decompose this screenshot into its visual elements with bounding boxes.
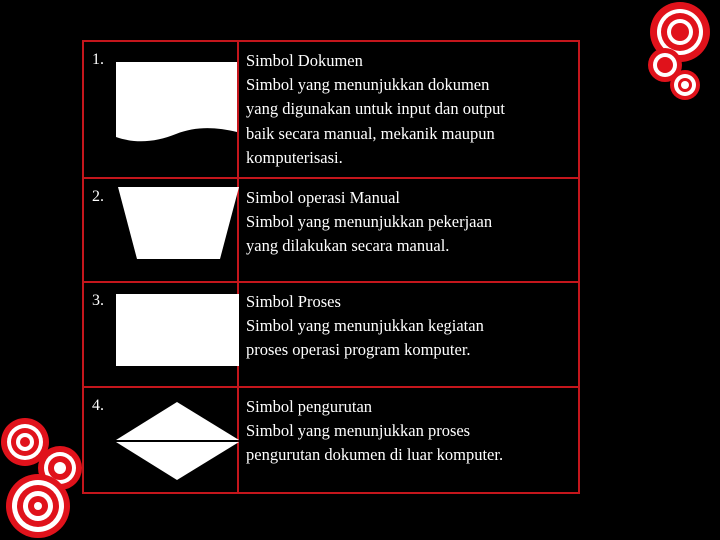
description-line: komputerisasi. (246, 147, 343, 167)
row-number: 1. (92, 51, 104, 68)
table-row (83, 41, 579, 178)
description-line: pengurutan dokumen di luar komputer. (246, 445, 504, 465)
description-text (239, 179, 578, 259)
symbol-title: Simbol Proses (246, 292, 341, 311)
description-cell (238, 178, 579, 282)
description-line: baik secara manual, mekanik maupun (246, 123, 495, 143)
table-row (83, 282, 579, 387)
table-row (83, 387, 579, 493)
manual-operation-symbol-icon (118, 187, 240, 261)
description-line: Simbol yang menunjukkan dokumen (246, 75, 490, 95)
row-number: 3. (92, 292, 104, 309)
document-symbol-icon (116, 62, 238, 144)
description-cell (238, 282, 579, 387)
flowchart-symbol-table (82, 40, 580, 494)
description-text (239, 283, 578, 363)
symbol-cell (83, 41, 238, 178)
description-text (239, 42, 578, 170)
description-cell (238, 41, 579, 178)
description-line: yang digunakan untuk input dan output (246, 99, 505, 119)
description-cell (238, 387, 579, 493)
description-line: proses operasi program komputer. (246, 340, 471, 360)
row-number: 4. (92, 397, 104, 414)
decorative-circles-top-right (630, 0, 720, 105)
row-number: 2. (92, 188, 104, 205)
description-line: yang dilakukan secara manual. (246, 236, 450, 256)
symbol-cell (83, 282, 238, 387)
circle-ring-lower (6, 474, 70, 538)
symbol-title: Simbol operasi Manual (246, 188, 400, 207)
circle-ring-small (670, 70, 700, 100)
process-symbol-icon (116, 294, 240, 368)
description-line: Simbol yang menunjukkan kegiatan (246, 316, 484, 336)
symbol-cell (83, 387, 238, 493)
decorative-circles-bottom-left (0, 400, 90, 540)
table-row (83, 178, 579, 282)
symbol-cell (83, 178, 238, 282)
symbol-title: Simbol Dokumen (246, 51, 363, 70)
sort-symbol-icon (116, 402, 240, 480)
symbol-title: Simbol pengurutan (246, 397, 373, 416)
description-line: Simbol yang menunjukkan proses (246, 421, 471, 441)
description-line: Simbol yang menunjukkan pekerjaan (246, 212, 493, 232)
description-text (239, 388, 578, 468)
